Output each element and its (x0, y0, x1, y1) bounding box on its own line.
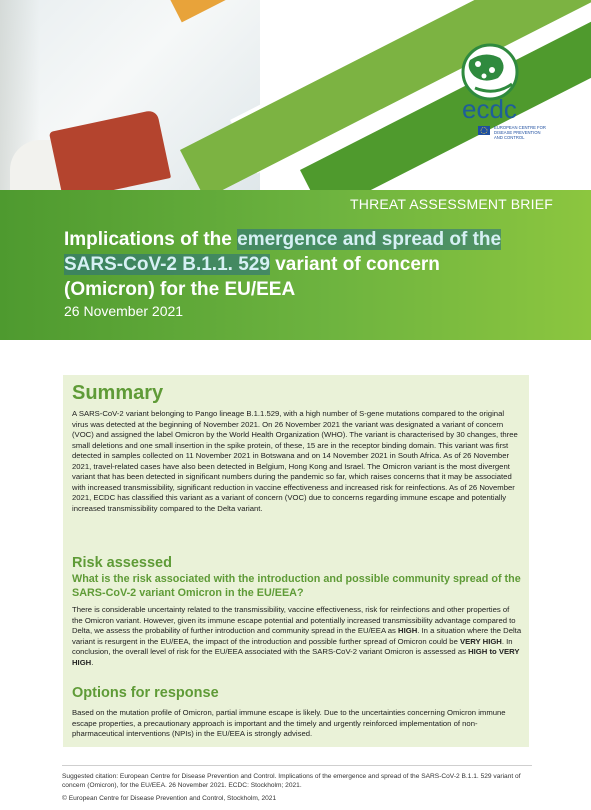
risk-text-2: . In a situation where the Delta variant is resurgent in the EU/EEA, the impact of the introduction and possible further spread of Omicron could be (72, 626, 522, 646)
logo-subtitle-line-2: DISEASE PREVENTION (494, 130, 541, 135)
cover-image (0, 0, 591, 190)
risk-question: What is the risk associated with the introduction and possible community spread of the SARS-CoV-2 variant Omicron in the EU/EEA? (72, 573, 521, 599)
document-title (64, 227, 534, 302)
options-heading: Options for response (72, 685, 219, 701)
options-text: Based on the mutation profile of Omicron, partial immune escape is likely. Due to the uncertainties concerning Omicron immune escape properties, a precautionary approach is important and the timely and urgently reinforced implementation of non-pharmaceutical interventions (NPIs) in the EU/EEA is strongly advised. (72, 708, 506, 738)
risk-level-introduction: HIGH (398, 626, 418, 635)
risk-text-1: There is considerable uncertainty related to the transmissibility, vaccine effectiveness, risk for reinfections and other properties of the Omicron variant. However, given its immune escape potential and potentially increased transmissibility advantage compared to Delta, we assess the probability of further introduction and community spread in the EU/EEA as (72, 605, 516, 635)
summary-heading: Summary (72, 382, 164, 404)
copyright-notice: © European Centre for Disease Prevention and Control, Stockholm, 2021 (62, 795, 277, 802)
publication-date: 26 November 2021 (64, 303, 184, 319)
title-part-3: variant of concern (Omicron) for the EU/EEA (64, 254, 440, 300)
risk-heading: Risk assessed (72, 555, 172, 571)
risk-text (72, 605, 522, 668)
risk-level-overall: HIGH to VERY HIGH (72, 647, 520, 667)
risk-level-impact: VERY HIGH (460, 636, 502, 646)
logo-wordmark: ecdc (462, 94, 517, 124)
ecdc-logo (440, 40, 580, 150)
logo-subtitle-line-3: AND CONTROL (494, 135, 525, 140)
risk-text-4: . (91, 657, 94, 667)
logo-subtitle-line-1: EUROPEAN CENTRE FOR (494, 125, 546, 130)
summary-text: A SARS-CoV-2 variant belonging to Pango lineage B.1.1.529, with a high number of S-gene mutations compared to the original virus was detected at the beginning of November 2021. On 26 November 2021 the variant was designated a variant of concern (VOC) and assigned the label Omicron by the World Health Organization (WHO). The variant is characterised by 30 changes, three small deletions and one small insertion in the spike protein, of these, 15 are in the receptor binding domain. This variant was first detected in samples collected on 11 November 2021 in Botswana and on 14 November 2021 in South Africa. As of 26 November 2021, travel-related cases have also been detected in Belgium, Hong Kong and Israel. The Omicron variant is the most divergent variant that has been detected in significant numbers during the pandemic so far, which raises concerns that it may be associated with increased transmissibility, significant reduction in vaccine effectiveness and increased risk for reinfections. As of 26 November 2021, ECDC has classified this variant as a variant of concern (VOC) due to concerns regarding immune escape and potentially increased transmissibility compared to the Delta variant. (72, 409, 518, 513)
risk-text-3: . In conclusion, the overall level of risk for the EU/EEA associated with the SARS-CoV-2 variant Omicron is assessed as (72, 636, 513, 656)
footer-divider (62, 765, 532, 766)
document-type: THREAT ASSESSMENT BRIEF (350, 196, 553, 212)
title-part-1: Implications of the (64, 229, 238, 250)
suggested-citation: Suggested citation: European Centre for Disease Prevention and Control. Implications of the emergence and spread of the SARS-CoV-2 B.1.1. 529 variant of concern (Omicron), for the EU/EEA. 26 November 2021. ECDC: Stockholm; 2021. (62, 773, 521, 789)
ecdc-globe-icon (440, 40, 580, 150)
title-highlighted-part: emergence and spread of the SARS-CoV-2 B.1.1. 529 (64, 229, 502, 275)
